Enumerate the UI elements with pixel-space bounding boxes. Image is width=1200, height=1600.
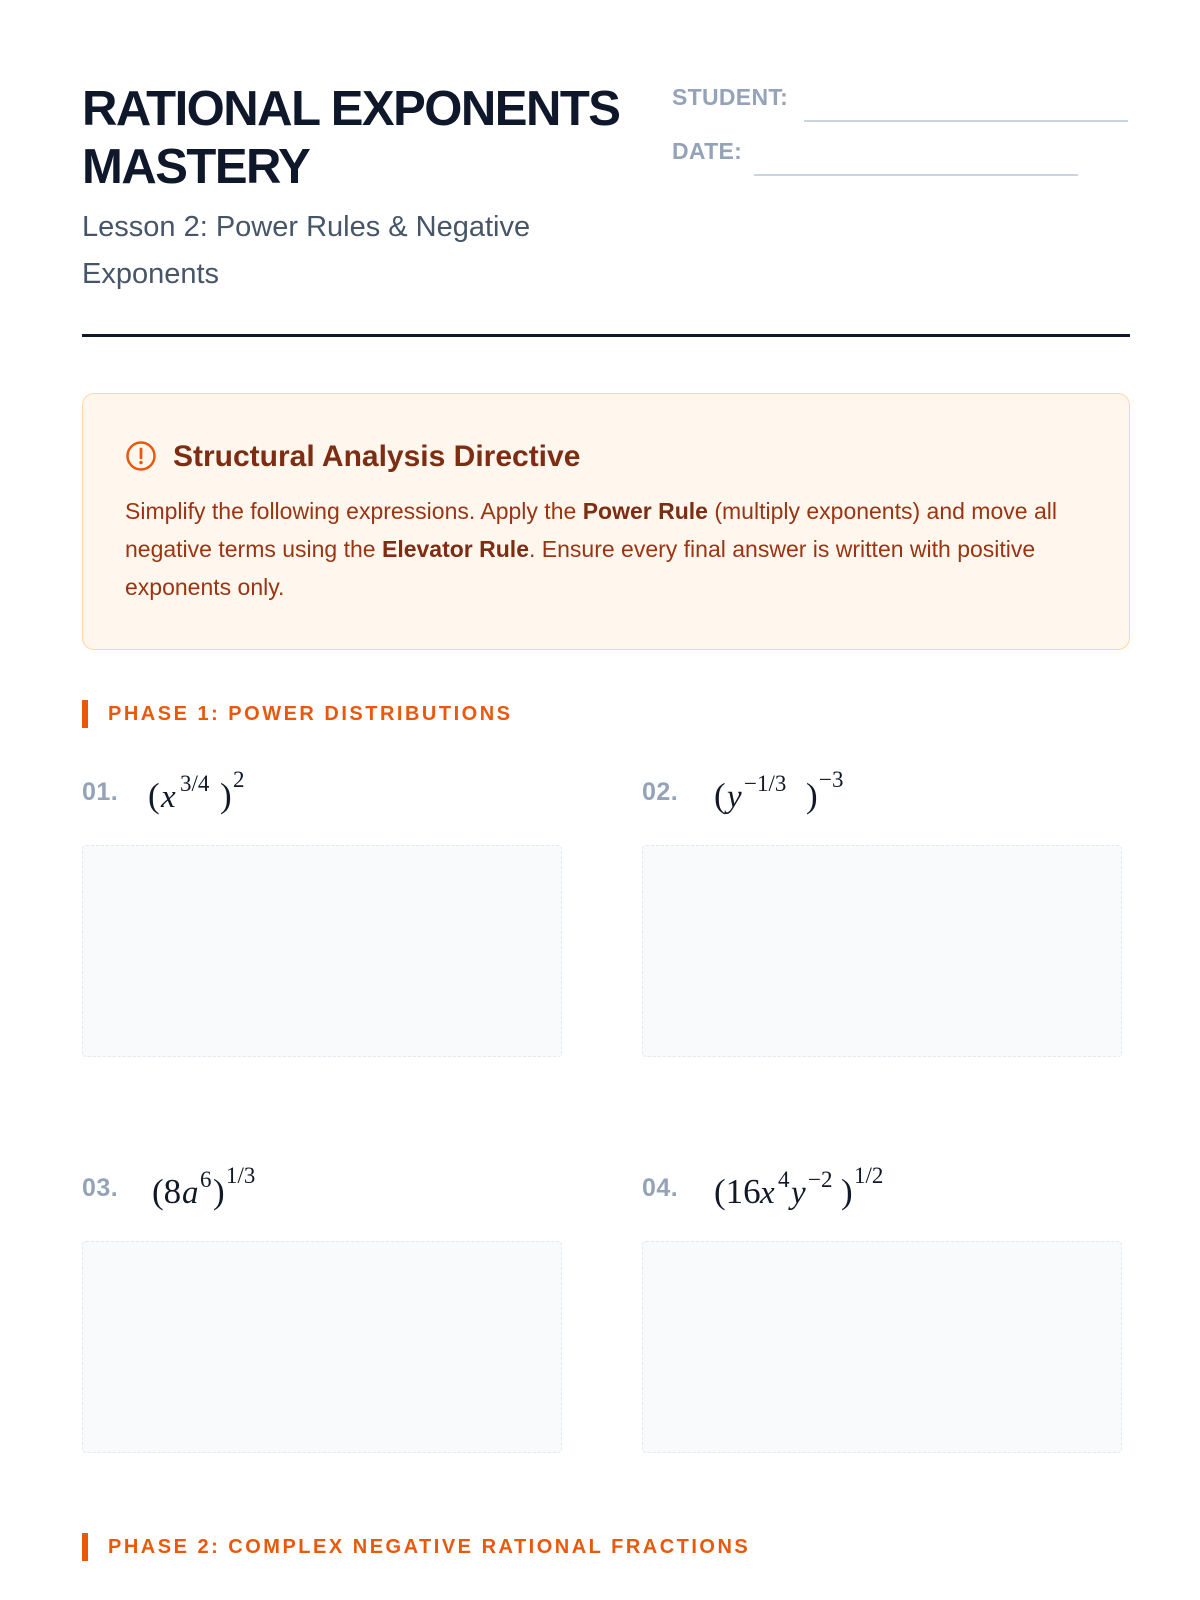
close-paren: ) xyxy=(806,776,818,815)
inner-exponent-y: −2 xyxy=(808,1167,833,1192)
worksheet-header xyxy=(82,80,1130,338)
problem-03 xyxy=(82,1162,564,1458)
outer-exponent: 1/3 xyxy=(226,1163,256,1188)
inner-exponent-x: 4 xyxy=(778,1167,790,1192)
phase-2-label: PHASE 2: COMPLEX NEGATIVE RATIONAL FRACTIONS xyxy=(108,1536,751,1558)
expression-03 xyxy=(152,1162,302,1218)
base-variable: x xyxy=(161,779,176,815)
alert-circle-icon xyxy=(125,440,157,472)
lesson-subtitle: Lesson 2: Power Rules & Negative Exponents xyxy=(82,211,531,290)
inner-exponent: −1/3 xyxy=(744,771,787,796)
problem-expression xyxy=(152,1162,302,1218)
student-label: STUDENT: xyxy=(672,84,789,110)
base-variable: a xyxy=(182,1175,199,1211)
phase-2-accent-bar xyxy=(82,1533,88,1561)
expression-01 xyxy=(148,766,298,822)
student-field[interactable] xyxy=(672,84,1130,138)
open-paren-coefficient: (8 xyxy=(152,1172,182,1211)
date-label: DATE: xyxy=(672,138,743,164)
close-paren: ) xyxy=(220,776,232,815)
problem-02 xyxy=(642,766,1124,1062)
directive-title: Structural Analysis Directive xyxy=(173,440,581,473)
problem-expression xyxy=(714,1162,934,1218)
work-area[interactable] xyxy=(642,1241,1122,1453)
close-paren: ) xyxy=(213,1172,225,1211)
expression-04 xyxy=(714,1162,934,1218)
close-paren: ) xyxy=(841,1172,853,1211)
student-meta xyxy=(672,84,1130,192)
work-area[interactable] xyxy=(642,845,1122,1057)
problem-expression xyxy=(714,766,884,822)
inner-exponent: 3/4 xyxy=(180,771,210,796)
directive-text-2: (multiply exponents) and move all negative terms using the xyxy=(125,498,1057,562)
date-line[interactable] xyxy=(754,174,1078,176)
work-area[interactable] xyxy=(82,1241,562,1453)
student-name-line[interactable] xyxy=(804,120,1128,122)
date-field[interactable] xyxy=(672,138,1130,192)
problem-number: 02. xyxy=(642,778,679,806)
problem-expression xyxy=(148,766,298,822)
base-variable-y: y xyxy=(791,1175,806,1211)
open-paren: ( xyxy=(714,776,726,815)
elevator-rule-term: Elevator Rule xyxy=(381,536,529,562)
outer-exponent: 2 xyxy=(233,767,245,792)
base-variable-x: x xyxy=(760,1175,775,1211)
problem-01 xyxy=(82,766,564,1062)
work-area[interactable] xyxy=(82,845,562,1057)
base-variable: y xyxy=(727,779,742,815)
outer-exponent: −3 xyxy=(819,767,844,792)
problem-04 xyxy=(642,1162,1124,1458)
open-paren: ( xyxy=(148,776,160,815)
expression-02 xyxy=(714,766,884,822)
title-line-2: MASTERY xyxy=(82,140,310,194)
phase-1-label: PHASE 1: POWER DISTRIBUTIONS xyxy=(108,703,513,725)
title-block xyxy=(82,80,662,298)
directive-box xyxy=(82,393,1130,650)
worksheet-page xyxy=(82,0,1130,1600)
open-paren-coefficient: (16 xyxy=(714,1172,761,1211)
phase-1-accent-bar xyxy=(82,700,88,728)
directive-text xyxy=(125,492,1085,606)
power-rule-term: Power Rule xyxy=(582,498,708,524)
directive-text-1: Simplify the following expressions. Apply the xyxy=(125,498,583,524)
page-title xyxy=(82,80,662,196)
title-line-1: RATIONAL EXPONENTS xyxy=(82,82,620,136)
problem-number: 04. xyxy=(642,1174,679,1202)
problem-number: 03. xyxy=(82,1174,119,1202)
directive-text-3: . Ensure every final answer is written with positive exponents only. xyxy=(125,536,1036,600)
inner-exponent: 6 xyxy=(200,1167,212,1192)
outer-exponent: 1/2 xyxy=(854,1163,884,1188)
problem-number: 01. xyxy=(82,778,119,806)
header-divider xyxy=(82,334,1130,337)
